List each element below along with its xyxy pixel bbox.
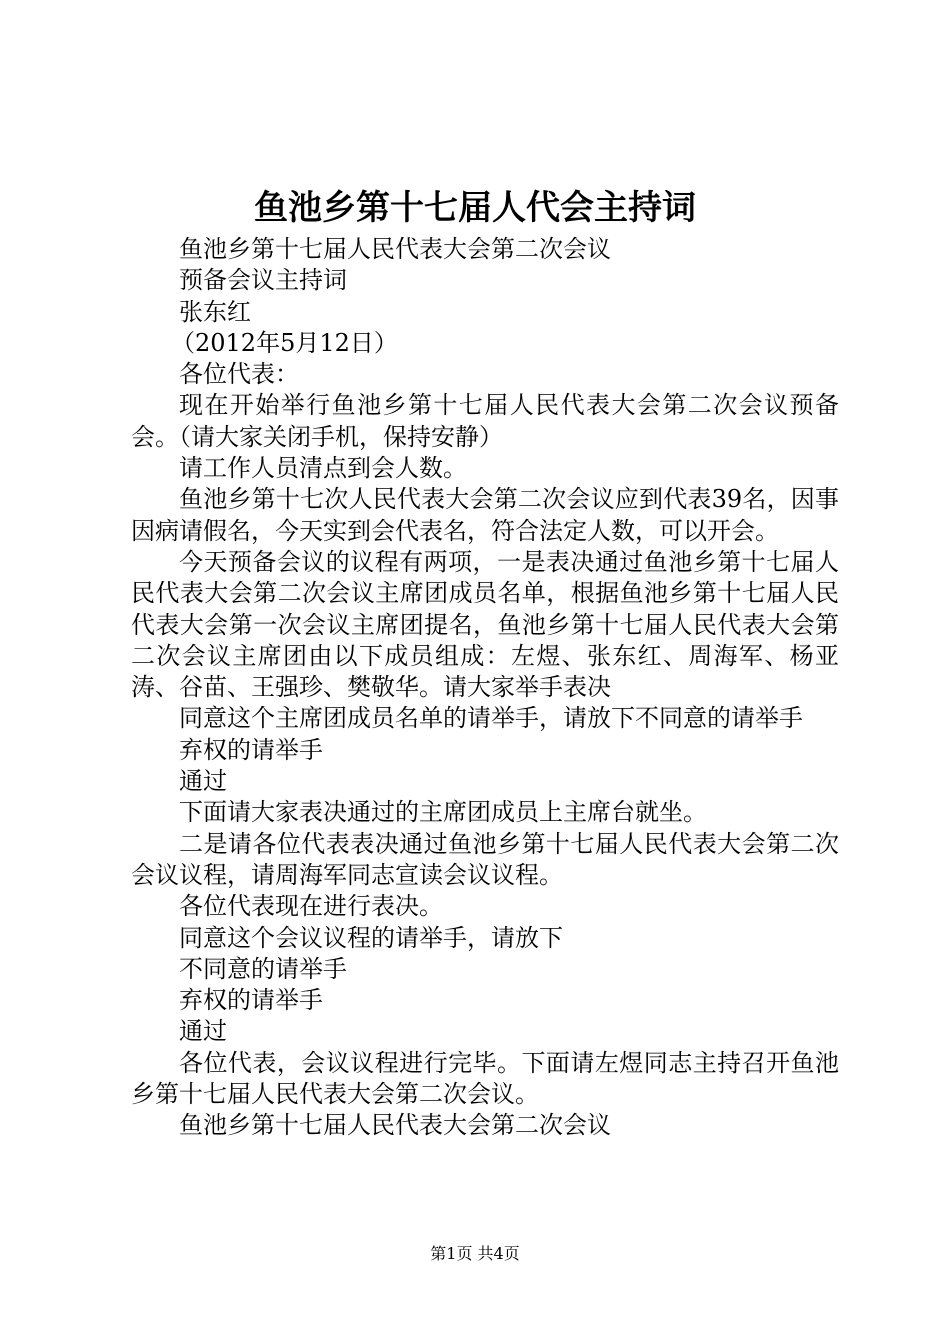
paragraph: 通过 [179,767,227,796]
paragraph: 今天预备会议的议程有两项，一是表决通过鱼池乡第十七届人民代表大会第二次会议主席团成员名单，根据鱼池乡第十七届人民代表大会第一次会议主席团提名，鱼池乡第十七届人民代表大会第二次会议主席团由以下成员组成：左煜、张东红、周海军、杨亚涛、谷苗、王强珍、樊敬华。请大家举手表决 [131,547,839,702]
paragraph: 同意这个会议议程的请举手，请放下 [179,923,563,952]
paragraph: 各位代表现在进行表决。 [179,892,443,921]
paragraph: 张东红 [179,297,251,326]
paragraph: （2012年5月12日） [171,328,398,357]
paragraph: 各位代表，会议议程进行完毕。下面请左煜同志主持召开鱼池乡第十七届人民代表大会第二次会议。 [131,1048,839,1109]
paragraph: 现在开始举行鱼池乡第十七届人民代表大会第二次会议预备会。（请大家关闭手机，保持安静） [131,391,839,451]
paragraph: 同意这个主席团成员名单的请举手，请放下不同意的请举手 [179,704,803,733]
paragraph: 不同意的请举手 [179,954,347,983]
paragraph: 鱼池乡第十七届人民代表大会第二次会议 [179,235,611,263]
paragraph: 鱼池乡第十七次人民代表大会第二次会议应到代表39名，因事因病请假名，今天实到会代表名，符合法定人数，可以开会。 [131,485,839,545]
paragraph: 预备会议主持词 [179,266,347,295]
paragraph: 鱼池乡第十七届人民代表大会第二次会议 [179,1111,611,1140]
paragraph: 请工作人员清点到会人数。 [179,454,467,483]
paragraph: 弃权的请举手 [179,735,323,764]
paragraph: 下面请大家表决通过的主席团成员上主席台就坐。 [179,798,707,827]
document-body [131,234,839,1142]
paragraph: 弃权的请举手 [179,986,323,1015]
paragraph: 各位代表： [179,360,299,389]
page-footer: 第1页 共4页 [430,1244,520,1263]
paragraph: 二是请各位代表表决通过鱼池乡第十七届人民代表大会第二次会议议程，请周海军同志宣读会议议程。 [131,829,839,889]
paragraph: 通过 [179,1017,227,1046]
document-title: 鱼池乡第十七届人代会主持词 [254,188,696,228]
